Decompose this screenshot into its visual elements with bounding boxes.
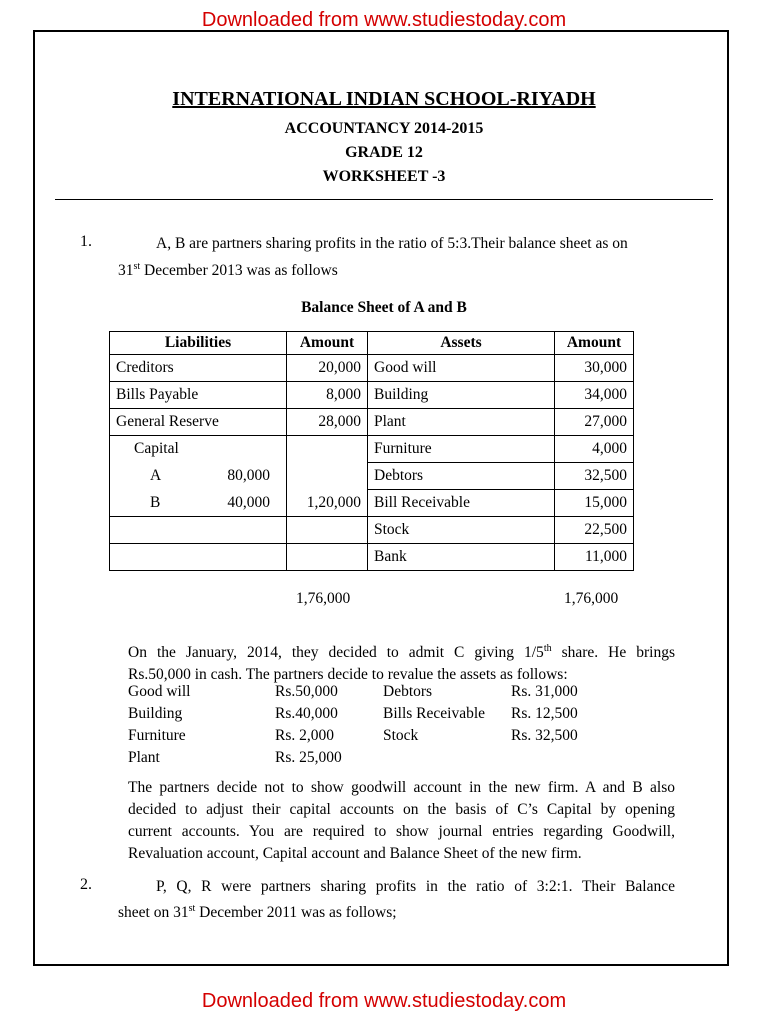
reval-asset: Building: [128, 705, 183, 722]
table-row: [110, 517, 634, 544]
liability-amount: [287, 517, 368, 544]
q1-date-suffix: st: [133, 261, 141, 272]
liability-amount: 28,000: [287, 409, 368, 436]
closing-line: Revaluation account, Capital account and Balance Sheet of the new firm.: [128, 845, 582, 862]
liability-label: Bills Payable: [110, 382, 287, 409]
liability-amount: [287, 463, 368, 490]
table-header-row: [110, 332, 634, 355]
table-row: [110, 382, 634, 409]
liability-label: Capital: [110, 436, 287, 463]
liability-amount: 20,000: [287, 355, 368, 382]
table-row: [110, 436, 634, 463]
admission-line1-post: share. He brings: [551, 644, 675, 662]
header-liabilities: Liabilities: [110, 332, 287, 355]
asset-amount: 32,500: [555, 463, 634, 490]
reval-asset: Stock: [383, 727, 419, 744]
asset-amount: 22,500: [555, 517, 634, 544]
q2-text: [118, 876, 675, 924]
q1-closing-text: [128, 777, 675, 865]
total-assets: 1,76,000: [564, 590, 619, 607]
balance-sheet-table: [109, 331, 634, 571]
closing-line: The partners decide not to show goodwill account in the new firm. A and B also: [128, 779, 675, 796]
asset-amount: 15,000: [555, 490, 634, 517]
asset-label: Plant: [368, 409, 555, 436]
table-row: [110, 355, 634, 382]
balance-sheet-title: Balance Sheet of A and B: [301, 299, 467, 316]
asset-label: Stock: [368, 517, 555, 544]
admission-line1-pre: On the January, 2014, they decided to admit C giving 1/5: [128, 644, 544, 662]
q2-date-post: December 2011 was as follows;: [195, 904, 397, 922]
watermark-top: Downloaded from www.studiestoday.com: [201, 9, 567, 31]
asset-amount: 27,000: [555, 409, 634, 436]
reval-asset: Good will: [128, 683, 191, 700]
q2-date-suffix: st: [188, 903, 196, 914]
asset-label: Building: [368, 382, 555, 409]
q1-intro-line1: A, B are partners sharing profits in the ratio of 5:3.Their balance sheet as on: [156, 235, 628, 252]
q2-line-2: [118, 898, 675, 924]
reval-value: Rs.40,000: [275, 705, 338, 722]
table-row: [110, 463, 634, 490]
q2-date-pre: sheet on 31: [118, 904, 189, 922]
q1-date-day: 31: [118, 262, 134, 280]
question-2-number: 2.: [80, 876, 92, 893]
reval-value: Rs.50,000: [275, 683, 338, 700]
asset-label: Good will: [368, 355, 555, 382]
question-1-number: 1.: [80, 233, 92, 250]
table-row: [110, 490, 634, 517]
table-row: [110, 544, 634, 571]
closing-line: current accounts. You are required to show journal entries regarding Goodwill,: [128, 823, 675, 840]
liability-label: [110, 490, 287, 517]
capital-partner-b: B: [150, 493, 161, 511]
asset-label: Bill Receivable: [368, 490, 555, 517]
liability-label: [110, 517, 287, 544]
liability-amount: [287, 436, 368, 463]
q1-date-rest: December 2013 was as follows: [140, 262, 338, 280]
reval-value: Rs. 25,000: [275, 749, 342, 766]
reval-asset: Bills Receivable: [383, 705, 486, 722]
liability-label: [110, 544, 287, 571]
header-liab-amount: Amount: [287, 332, 368, 355]
asset-amount: 4,000: [555, 436, 634, 463]
grade-title: GRADE 12: [345, 144, 423, 161]
watermark-bottom: Downloaded from www.studiestoday.com: [201, 990, 567, 1012]
liability-label: General Reserve: [110, 409, 287, 436]
admission-line-1: [128, 638, 675, 664]
asset-amount: 34,000: [555, 382, 634, 409]
asset-label: Debtors: [368, 463, 555, 490]
capital-b-amount: 40,000: [227, 493, 270, 511]
asset-label: Bank: [368, 544, 555, 571]
capital-a-amount: 80,000: [227, 467, 270, 484]
subject-title: ACCOUNTANCY 2014-2015: [284, 120, 484, 137]
q2-line-1: P, Q, R were partners sharing profits in the ratio of 3:2:1. Their Balance: [156, 878, 675, 895]
total-liabilities: 1,76,000: [296, 590, 351, 607]
liability-amount: 8,000: [287, 382, 368, 409]
header-divider: [55, 199, 713, 200]
reval-asset: Furniture: [128, 727, 186, 744]
reval-asset: Debtors: [383, 683, 433, 700]
asset-amount: 30,000: [555, 355, 634, 382]
reval-value: Rs. 32,500: [511, 727, 578, 744]
school-name: INTERNATIONAL INDIAN SCHOOL-RIYADH: [172, 88, 596, 110]
liability-label: [110, 463, 287, 490]
header-assets: Assets: [368, 332, 555, 355]
asset-label: Furniture: [368, 436, 555, 463]
table-row: [110, 409, 634, 436]
liability-amount: 1,20,000: [287, 490, 368, 517]
asset-amount: 11,000: [555, 544, 634, 571]
liability-label: Creditors: [110, 355, 287, 382]
q1-intro-line2: [118, 256, 338, 282]
liability-amount: [287, 544, 368, 571]
reval-asset: Plant: [128, 749, 160, 766]
reval-value: Rs. 31,000: [511, 683, 578, 700]
worksheet-title: WORKSHEET -3: [322, 168, 446, 185]
share-suffix: th: [543, 643, 552, 654]
reval-value: Rs. 12,500: [511, 705, 578, 722]
header-asset-amount: Amount: [555, 332, 634, 355]
q1-admission-text: [128, 638, 675, 686]
admission-line-2: Rs.50,000 in cash. The partners decide to revalue the assets as follows:: [128, 666, 568, 684]
capital-partner-a: A: [150, 467, 162, 484]
closing-line: decided to adjust their capital accounts on the basis of C’s Capital by opening: [128, 801, 675, 818]
reval-value: Rs. 2,000: [275, 727, 334, 744]
